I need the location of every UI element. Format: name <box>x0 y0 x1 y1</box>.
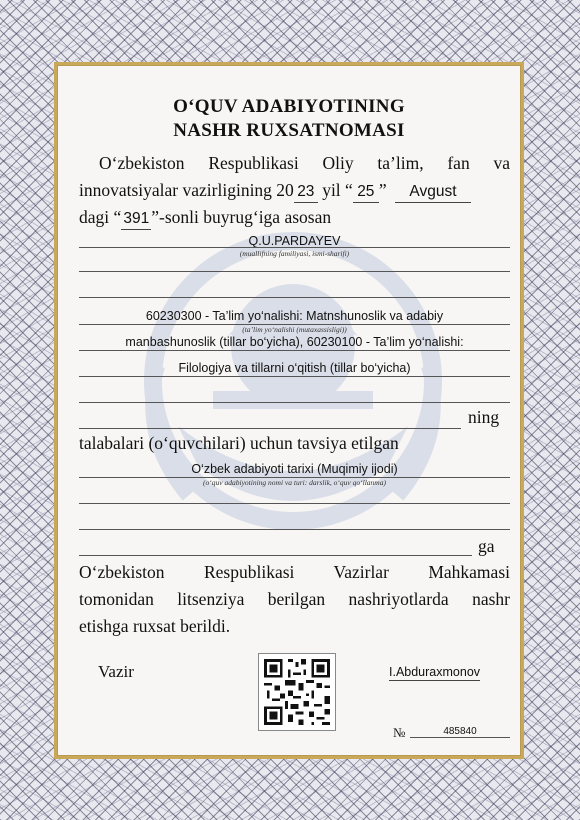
author-line <box>79 247 510 248</box>
book-title: O‘zbek adabiyoti tarixi (Muqimiy ijodi) <box>191 462 398 476</box>
direction-line1: 60230300 - Ta’lim yo‘nalishi: Matnshunoslik va adabiy <box>145 309 444 323</box>
signatory-name: I.Abduraxmonov <box>389 665 481 679</box>
author-name: Q.U.PARDAYEV <box>248 234 341 248</box>
blank-line <box>79 503 510 504</box>
doc-title-line2: NASHR RUXSATNOMASI <box>173 120 405 141</box>
blank-line <box>79 555 472 556</box>
day-field: 25 <box>353 182 379 203</box>
order-number-field: 391 <box>121 209 151 230</box>
gold-frame <box>54 62 524 759</box>
direction-hint: (ta’lim yo‘nalishi (mutaxassisligi)) <box>242 325 347 334</box>
month-field: Avgust <box>395 182 471 203</box>
direction-line2: manbashunoslik (tillar bo‘yicha), 60230100 - Ta’lim yo‘nalishi: <box>125 335 464 349</box>
intro-line3-prefix: dagi “ <box>79 207 122 227</box>
closing-line3: etishga ruxsat berildi. <box>79 616 231 636</box>
students-line: talabalari (o‘quvchilari) uchun tavsiya etilgan <box>79 433 399 453</box>
doc-title-line1: O‘QUV ADABIYOTINING <box>173 96 405 117</box>
yil-label: yil “ <box>317 180 353 200</box>
closing-line2: tomonidan litsenziya berilgan nashriyotlarda nashr <box>79 589 510 609</box>
intro-line3-suffix: ”-sonli buyrug‘iga asosan <box>151 207 332 227</box>
book-hint: (o‘quv adabiyotining nomi va turi: darslik, o‘quv qo‘llanma) <box>203 478 386 487</box>
intro-line2-prefix: innovatsiyalar vazirligining 20 <box>79 180 294 200</box>
number-label: № <box>393 725 406 740</box>
intro-line1: O‘zbekiston Respublikasi Oliy ta’lim, fan va <box>99 153 510 173</box>
author-hint: (muallifning familiyasi, ismi-sharifi) <box>239 249 350 258</box>
ning-suffix: ning <box>468 407 500 427</box>
closing-line1: O‘zbekiston Respublikasi Vazirlar Mahkamasi <box>79 562 510 582</box>
certificate-number: 485840 <box>410 726 510 738</box>
ga-suffix: ga <box>478 536 495 556</box>
blank-line <box>79 402 510 403</box>
intro-line2 <box>79 177 510 204</box>
blank-line <box>79 297 510 298</box>
blank-line <box>79 428 461 429</box>
intro-line3 <box>79 204 510 231</box>
minister-label: Vazir <box>98 662 134 681</box>
blank-line <box>79 529 510 530</box>
blank-line <box>79 271 510 272</box>
direction-rule <box>79 350 510 351</box>
direction-line3: Filologiya va tillarni o‘qitish (tillar bo‘yicha) <box>178 361 411 375</box>
direction-rule <box>79 376 510 377</box>
close-quote: ” <box>378 180 387 200</box>
qr-code-icon <box>258 653 336 731</box>
year-field: 23 <box>294 182 318 203</box>
certificate-body <box>57 65 521 756</box>
